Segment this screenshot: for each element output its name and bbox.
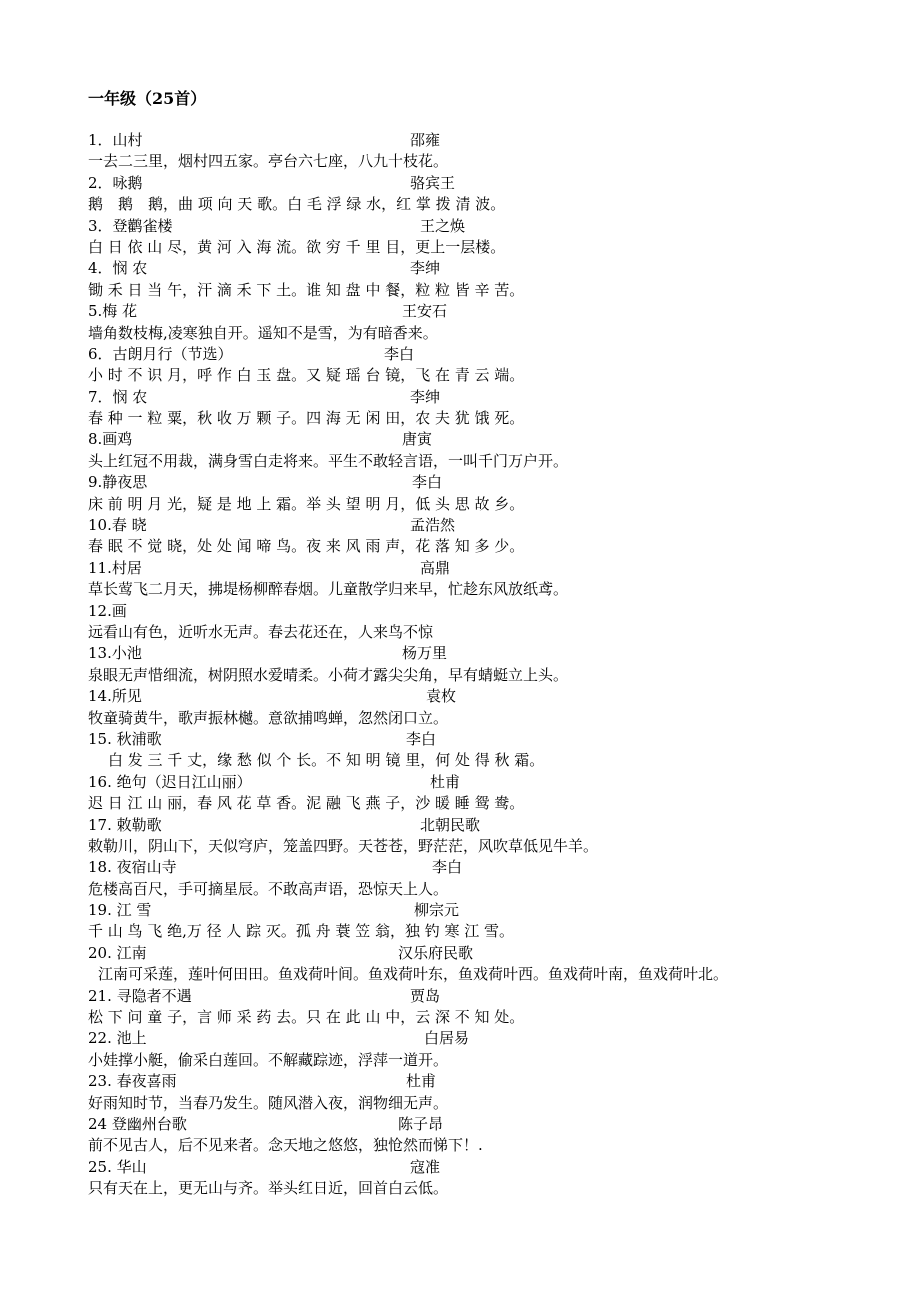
poem-author: 李白 xyxy=(384,344,415,363)
poem-author: 王安石 xyxy=(402,302,448,321)
poem-title: 8.画鸡 xyxy=(88,430,133,449)
poem-title: 13.小池 xyxy=(88,644,142,663)
poem-text: 泉眼无声惜细流，树阴照水爱晴柔。小荷才露尖尖角，早有蜻蜓立上头。 xyxy=(88,665,569,684)
poem-author: 杜甫 xyxy=(406,1072,437,1091)
poem-title: 12.画 xyxy=(88,601,127,620)
poem-item xyxy=(88,472,848,515)
poem-text: 墙角数枝梅,凌寒独自开。遥知不是雪，为有暗香来。 xyxy=(88,323,438,342)
poem-title: 10.春 晓 xyxy=(88,516,147,535)
poem-author: 骆宾王 xyxy=(410,173,456,192)
poem-item xyxy=(88,130,848,173)
section-heading: 一年级（25首） xyxy=(88,89,207,108)
poem-author: 杜甫 xyxy=(430,772,461,791)
poem-item xyxy=(88,601,848,644)
poem-title: 4．悯 农 xyxy=(88,259,148,278)
poem-item xyxy=(88,986,848,1029)
poem-author: 贾岛 xyxy=(410,986,441,1005)
poem-item xyxy=(88,344,848,387)
poem-text: 鹅 鹅 鹅，曲 项 向 天 歌。白 毛 浮 绿 水，红 掌 拨 清 波。 xyxy=(88,195,506,214)
poem-title: 21. 寻隐者不遇 xyxy=(88,986,192,1005)
poem-text: 松 下 问 童 子，言 师 采 药 去。只 在 此 山 中，云 深 不 知 处。 xyxy=(88,1008,525,1027)
poem-title: 1．山村 xyxy=(88,131,143,149)
poem-author: 白居易 xyxy=(424,1029,470,1048)
poem-title: 15. 秋浦歌 xyxy=(88,729,162,748)
poem-item xyxy=(88,857,848,900)
poem-item xyxy=(88,429,848,472)
poem-text: 一去二三里，烟村四五家。亭台六七座，八九十枝花。 xyxy=(88,152,449,171)
poem-text: 床 前 明 月 光，疑 是 地 上 霜。举 头 望 明 月，低 头 思 故 乡。 xyxy=(88,494,525,513)
poem-title: 18. 夜宿山寺 xyxy=(88,858,177,877)
poem-author: 袁枚 xyxy=(426,687,457,706)
poem-text: 草长莺飞二月天，拂堤杨柳醉春烟。儿童散学归来早，忙趁东风放纸鸢。 xyxy=(88,580,569,599)
poem-text: 只有天在上，更无山与齐。举头红日近，回首白云低。 xyxy=(88,1179,449,1198)
poem-author: 李白 xyxy=(406,729,437,748)
poem-title: 25. 华山 xyxy=(88,1157,147,1176)
poem-item xyxy=(88,258,848,301)
poem-text: 小娃撑小艇，偷采白莲回。不解藏踪迹，浮萍一道开。 xyxy=(88,1050,449,1069)
poem-text: 好雨知时节，当春乃发生。随风潜入夜，润物细无声。 xyxy=(88,1093,449,1112)
poem-list xyxy=(88,130,848,1200)
poem-title: 7．悯 农 xyxy=(88,387,148,406)
poem-text: 江南可采莲，莲叶何田田。鱼戏荷叶间。鱼戏荷叶东，鱼戏荷叶西。鱼戏荷叶南，鱼戏荷叶北。 xyxy=(98,965,729,984)
poem-item xyxy=(88,173,848,216)
poem-author: 柳宗元 xyxy=(414,901,460,920)
poem-title: 22. 池上 xyxy=(88,1029,147,1048)
poem-item xyxy=(88,1071,848,1114)
poem-text: 白 发 三 千 丈，缘 愁 似 个 长。不 知 明 镜 里，何 处 得 秋 霜。 xyxy=(108,751,545,770)
poem-item xyxy=(88,515,848,558)
poem-item xyxy=(88,815,848,858)
poem-author: 杨万里 xyxy=(402,644,448,663)
poem-author: 李白 xyxy=(432,858,463,877)
poem-item xyxy=(88,216,848,259)
poem-title: 14.所见 xyxy=(88,687,142,706)
poem-title: 17. 敕勒歌 xyxy=(88,815,162,834)
poem-title: 24 登幽州台歌 xyxy=(88,1114,187,1133)
poem-item xyxy=(88,1114,848,1157)
poem-text: 敕勒川，阴山下，天似穹庐，笼盖四野。天苍苍，野茫茫，风吹草低见牛羊。 xyxy=(88,836,599,855)
poem-text: 春 种 一 粒 粟，秋 收 万 颗 子。四 海 无 闲 田，农 夫 犹 饿 死。 xyxy=(88,409,525,428)
poem-text: 锄 禾 日 当 午，汗 滴 禾 下 土。谁 知 盘 中 餐，粒 粒 皆 辛 苦。 xyxy=(88,280,525,299)
poem-author: 孟浩然 xyxy=(410,516,456,535)
poem-text: 牧童骑黄牛，歌声振林樾。意欲捕鸣蝉，忽然闭口立。 xyxy=(88,708,449,727)
poem-author: 寇准 xyxy=(410,1157,441,1176)
poem-title: 16. 绝句（迟日江山丽） xyxy=(88,772,252,791)
poem-author: 北朝民歌 xyxy=(420,815,481,834)
poem-title: 5.梅 花 xyxy=(88,302,138,321)
poem-item xyxy=(88,558,848,601)
poem-item xyxy=(88,772,848,815)
poem-author: 王之焕 xyxy=(420,216,466,235)
poem-item xyxy=(88,729,848,772)
poem-author: 李绅 xyxy=(410,387,441,406)
poem-item xyxy=(88,686,848,729)
poem-item xyxy=(88,643,848,686)
poem-author: 高鼎 xyxy=(420,558,451,577)
poem-author: 李白 xyxy=(412,473,443,492)
poem-text: 春 眠 不 觉 晓，处 处 闻 啼 鸟。夜 来 风 雨 声，花 落 知 多 少。 xyxy=(88,537,525,556)
poem-author: 陈子昂 xyxy=(398,1114,444,1133)
poem-text: 迟 日 江 山 丽，春 风 花 草 香。泥 融 飞 燕 子，沙 暖 睡 鸳 鸯。 xyxy=(88,794,525,813)
poem-text: 远看山有色，近听水无声。春去花还在，人来鸟不惊 xyxy=(88,622,434,641)
poem-author: 李绅 xyxy=(410,259,441,278)
poem-title: 9.静夜思 xyxy=(88,473,148,492)
poem-item xyxy=(88,943,848,986)
poem-author: 汉乐府民歌 xyxy=(398,943,474,962)
poem-author: 唐寅 xyxy=(402,430,433,449)
poem-item xyxy=(88,1028,848,1071)
poem-title: 19. 江 雪 xyxy=(88,901,152,920)
poem-item xyxy=(88,900,848,943)
poem-title: 3．登鹳雀楼 xyxy=(88,216,173,235)
poem-text: 白 日 依 山 尽，黄 河 入 海 流。欲 穷 千 里 目，更上一层楼。 xyxy=(88,237,506,256)
poem-text: 头上红冠不用裁，满身雪白走将来。平生不敢轻言语，一叫千门万户开。 xyxy=(88,451,569,470)
poem-title: 11.村居 xyxy=(88,558,142,577)
poem-text: 小 时 不 识 月，呼 作 白 玉 盘。又 疑 瑶 台 镜，飞 在 青 云 端。 xyxy=(88,366,525,385)
poem-item xyxy=(88,387,848,430)
poem-title: 20. 江南 xyxy=(88,943,147,962)
poem-author: 邵雍 xyxy=(410,131,441,149)
poem-text: 危楼高百尺，手可摘星辰。不敢高声语，恐惊天上人。 xyxy=(88,879,449,898)
poem-title: 6．古朗月行（节选） xyxy=(88,344,233,363)
poem-text: 前不见古人，后不见来者。念天地之悠悠，独怆然而悌下！. xyxy=(88,1136,483,1155)
poem-item xyxy=(88,301,848,344)
poem-text: 千 山 鸟 飞 绝,万 径 人 踪 灭。孤 舟 蓑 笠 翁，独 钓 寒 江 雪。 xyxy=(88,922,515,941)
poem-item xyxy=(88,1157,848,1200)
poem-title: 23. 春夜喜雨 xyxy=(88,1072,177,1091)
poem-title: 2．咏鹅 xyxy=(88,173,143,192)
